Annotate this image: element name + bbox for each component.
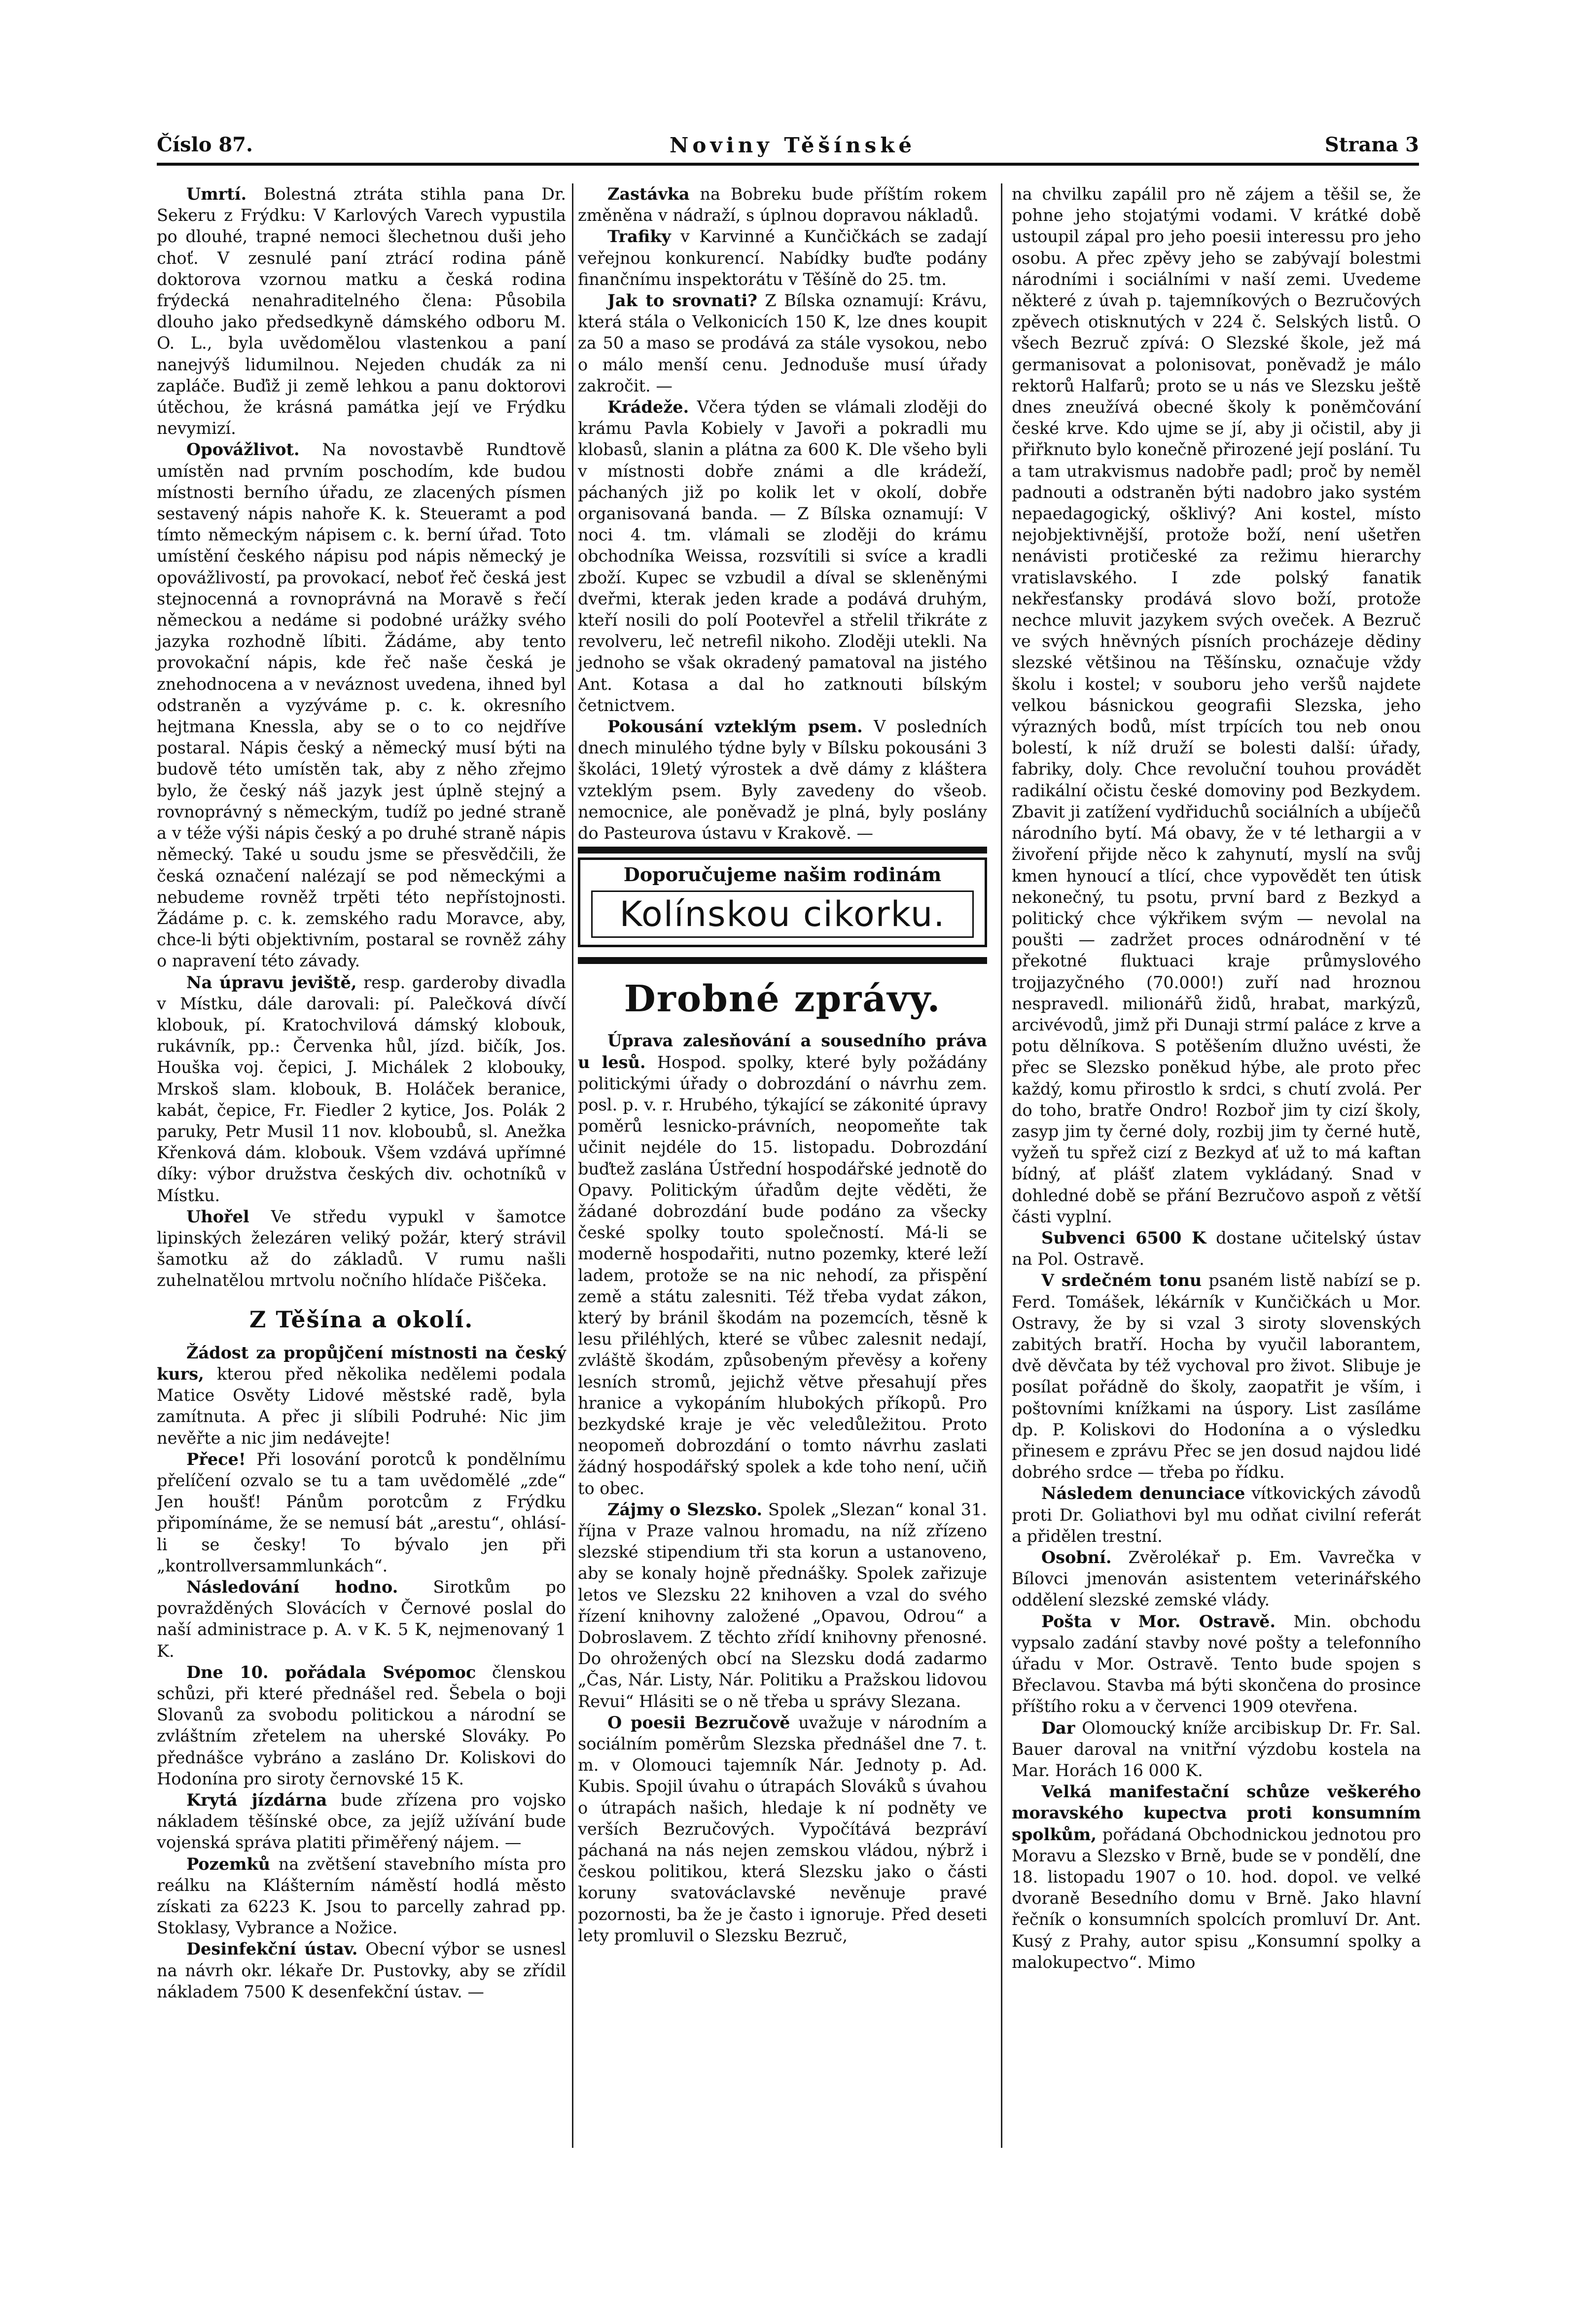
news-item: Krytá jízdárna bude zřízena pro vojsko nákladem těšínské obce, za jejíž užívání bude vojenská správa platiti přiměřený nájem. — xyxy=(157,1790,566,1853)
news-item: Opovážlivot. Na novostavbě Rundtově umístěn nad prvním poschodím, kde budou místnosti berního úřadu, ze zlacených písmen sestavený nápis nahoře K. k. Steueramt a pod tímto německým nápisem c. k. berní úřad. Toto umístění českého nápisu pod nápis německý je opovážlivostí, pa provokací, neboť řeč česká jest stejnocenná a rovnoprávná na Moravě s řečí německou a nedáme si podobné urážky svého jazyka rozhodně líbiti. Žádáme, aby tento provokační nápis, kde řeč naše česká je znehodnocena a v neváznost uvedena, ihned byl odstraněn a vyzýváme p. c. k. okresního hejtmana Knessla, aby se o to co nejdříve postaral. Nápis český a německý musí býti na budově této umístěn tak, aby z něho zřejmo bylo, že český náš jazyk jest úplně stejný a rovnoprávný s německým, tudíž po jedné straně a v téže výši nápis český a po druhé straně nápis německý. Také u soudu jsme se přesvědčili, že česká označení nalézají se pod německými a nebudeme rovněž trpěti této nepřístojnosti. Žádáme p. c. k. zemského radu Moravce, aby, chce-li býti objektivním, postaral se rovněž záhy o napravení této závady. xyxy=(157,440,566,971)
news-item: O poesii Bezručově uvažuje v národním a sociálním poměrům Slezska přednášel dne 7. t. m. v Olomouci tajemník Nár. Jednoty p. Ad. Kubis. Spojil úvahu o útrapách Slováků s úvahou o útrapách našich, hledaje k ní podněty ve verších Bezručových. Vypočítává bezpráví páchaná na nás nejen zemskou vládou, nýbrž i českou politikou, která Slezsku jako o části koruny svatováclavské nevěnuje pravé pozornosti, ba že je často i ignoruje. Před deseti lety promluvil o Slezsku Bezruč, xyxy=(578,1712,987,1945)
news-item: Přece! Při losování porotců k pondělnímu přelíčení ozvalo se tu a tam uvědomělé „zde“ Jen houšť! Pánům porotcům z Frýdku připomínáme, že se nemusí bát „arestu“, ohlásí-li se česky! To bývalo jen při „kontrollversammlunkách“. xyxy=(157,1449,566,1575)
news-item: Na úpravu jeviště, resp. garderoby divadla v Místku, dále darovali: pí. Palečková dívčí klobouk, pí. Kratochvilová dámský klobouk, rukávník, pp.: Červenka hůl, jízd. bičík, Jos. Houška voj. čepici, J. Michálek 2 klobouky, Mrskoš slam. klobouk, B. Holáček beranice, kabát, čepice, Fr. Fiedler 2 kytice, Jos. Polák 2 paruky, Petr Musil 11 nov. kloboubů, sl. Anežka Křenková dám. klobouk. Všem vzdává upřímné díky: výbor družstva českých div. ochotníků v Místku. xyxy=(157,972,566,1205)
news-item: Uhořel Ve středu vypukl v šamotce lipinských železáren veliký požár, který strávil šamotku až do základů. V rumu našli zuhelnatělou mrtvolu nočního hlídače Piščeka. xyxy=(157,1207,566,1290)
section-heading: Drobné zprávy. xyxy=(624,978,941,1021)
chicory-advertisement xyxy=(578,857,987,947)
news-item: Zastávka na Bobreku bude příštím rokem změněna v nádraží, s úplnou dopravou nákladů. xyxy=(578,184,987,225)
news-item: na chvilku zapálil pro ně zájem a těšil se, že pohne jeho stojatými vodami. V krátké době ustoupil zápal pro jeho poesii interessu pro jeho osobu. A přec zpěvy jeho se zabývají bolestmi národními i sociálními v naší zemi. Uvedeme některé z úvah p. tajemníkových o Bezručových zpěvech otisknutých v 224 č. Selských listů. O všech Bezruč zpívá: O Slezské škole, jež má germanisovat a polonisovat, poněvadž je málo rektorů Halfarů; proto se u nás ve Slezsku ještě dnes zneužívá obecné školy k poněmčování české krve. Kdo ujme se jí, aby ji očistil, aby ji přiřknuto bylo konečně přirozené její poslání. Tu a tam utrakvismus nadobře padl; proč by neměl padnouti a odstraněn býti nadobro jako systém nepaedagogický, ošklivý? Ani kostel, místo nejobjektivnější, protože boží, není ušetřen nenávisti protičeské za režimu hierarchy vratislavského. I zde polský fanatik nekřesťansky prodává slovo boží, protože nechce mluvit jazykem svých oveček. A Bezruč ve svých hněvných písních procházeje dědiny slezské většinou na Těšínsku, označuje vždy školu i kostel; v souboru jeho veršů najdete velkou básnickou geografii Slezska, jeho výrazných bodů, míst trpících tou neb onou bolestí, k níž druží se bolesti další: úřady, fabriky, doly. Chce revoluční touhou provádět radikální očistu české domoviny pod Bezkydem. Zbavit ji zatížení vydřiduchů sociálních a ubíječů národního bytí. Má obavy, že v té lethargii a v živoření přijde něco k zahynutí, myslí na svůj kmen hynoucí a tlící, chce vypovědět ten útisk nekonečný, tu psotu, první bard z Bezkyd a politický chce výkřikem svým — nevolal na poušti — zadržet proces odnárodnění v té překotné fluktuaci kraje průmyslového trojjazyčného (70.000!) zuří nad hroznou nespravedl. milionářů židů, hrabat, markýzů, arcivévodů, jimž při Dunaji strmí paláce z krve a potu dělníkova. S potěšením dlužno uvésti, že přec se Slezsko poněkud hýbe, ale proto přec každý, komu přirostlo k srdci, s chutí zvolá. Per do toho, bratře Ondro! Rozboř jim ty cizí školy, zasyp jim ty černé doly, rozbij jim ty černé hutě, vyžeň tu spřež cizí z Bezkyd ať už to má kaftan bídný, ať plášť zlatem vykládaný. Snad v dohledné době se přání Bezručovo aspoň z větší části vyplní. xyxy=(1012,184,1421,1226)
column-3 xyxy=(1012,183,1421,1973)
page-number: Strana 3 xyxy=(1324,133,1419,156)
news-item: Žádost za propůjčení místnosti na český kurs, kterou před několika nedělemi podala Matice Osvěty Lidové městské radě, byla zamítnuta. A přec ji slíbili Podruhé: Nic jim nevěřte a nic jim nedávejte! xyxy=(157,1343,566,1448)
news-item: Krádeže. Včera týden se vlámali zloději do krámu Pavla Kobiely v Javoři a pokradli mu klobasů, slanin a plátna za 600 K. Dle všeho byli v místnosti dobře známi a dle krádeží, páchaných již po kolik let v okolí, dobře organisovaná banda. — Z Bílska oznamují: V noci 4. tm. vlámali se zloději do krámu obchodníka Weissa, rozsvítili si svíce a kradli zboží. Kupec se vzbudil a díval se skleněnými dveřmi, kterak jeden krade a podává druhým, kteří nosili do polí Pootevřel a střelil třikráte z revolveru, leč netrefil nikoho. Zloději utekli. Na jednoho se však okradený pamatoval na jistého Ant. Kotasa a dal ho zatknouti bílským četnictvem. xyxy=(578,397,987,715)
news-item: Velká manifestační schůze veškerého moravského kupectva proti konsumním spolkům, pořádaná Obchodnickou jednotou pro Moravu a Slezsko v Brně, bude se v pondělí, dne 18. listopadu 1907 o 10. hod. dopol. ve velké dvoraně Besedního domu v Brně. Jako hlavní řečník o konsumních spolcích promluví Dr. Ant. Kusý z Prahy, autor spisu „Konsumní spolky a malokupectvo“. Mimo xyxy=(1012,1782,1421,1972)
issue-number: Číslo 87. xyxy=(157,133,253,156)
page-header xyxy=(157,133,1419,163)
news-item: Úprava zalesňování a sousedního práva u lesů. Hospod. spolky, které byly požádány politickými úřady o dobrozdání o návrhu zem. posl. p. v. r. Hrubého, týkající se zákonité úpravy poměrů lesnicko-právních, neopomeňte tak učinit nejdéle do 15. listopadu. Dobrozdání buďtež zaslána Ústřední hospodářské jednotě do Opavy. Politickým úřadům dejte věděti, že žádané dobrozdání bude podáno za všecky české spolky touto společností. Má-li se moderně hospodařiti, nutno pozemky, které leží ladem, protože se na nic nehodí, za přispění země a státu zalesniti. Též třeba vydat zákon, který by bránil škodám na pozemcích, těsně k lesu přiléhlých, které se vůbec zalesnit nedají, zvláště škodám, způsobeným převěsy a kořeny lesních stromů, jejichž větve přesahují přes hranice a vykopáním hlubokých příkopů. Pro bezkydské kraje je věc veledůležitou. Proto neopomeň dobrozdání o tomto návrhu zaslati žádný hospodářský spolek a kde toho není, učiň to obec. xyxy=(578,1031,987,1498)
section-heading: Z Těšína a okolí. xyxy=(249,1306,474,1333)
header-rule xyxy=(157,163,1419,166)
news-item: Subvenci 6500 K dostane učitelský ústav na Pol. Ostravě. xyxy=(1012,1228,1421,1269)
news-item: Osobní. Zvěrolékař p. Em. Vavrečka v Bílovci jmenován asistentem veterinářského oddělení slezské zemské vlády. xyxy=(1012,1548,1421,1610)
news-item: Následem denunciace vítkovických závodů proti Dr. Goliathovi byl mu odňat civilní referát a přidělen trestní. xyxy=(1012,1484,1421,1546)
news-item: Pokousání vzteklým psem. V posledních dnech minulého týdne byly v Bílsku pokousáni 3 školáci, 19letý výrostek a dvě dámy z kláštera vzteklým psem. Byly zavedeny do všeob. nemocnice, ale poněvadž je plná, byly poslány do Pasteurova ústavu v Krakově. — xyxy=(578,717,987,843)
ad-brand: Kolínskou cikorku. xyxy=(591,891,974,938)
news-item: Dne 10. pořádala Svépomoc členskou schůzi, při které přednášel red. Šebela o boji Slovanů za svobodu politickou a národní se zvláštním zřetelem na uherské Slováky. Po přednášce vybráno a zasláno Dr. Koliskovi do Hodonína pro siroty černovské 15 K. xyxy=(157,1662,566,1788)
column-divider xyxy=(1001,183,1002,2148)
column-divider xyxy=(572,183,573,2148)
news-item: Pozemků na zvětšení stavebního místa pro reálku na Klášterním náměstí hodlá město získati za 6223 K. Jsou to parcelly zahrad pp. Stoklasy, Vybrance a Nožice. xyxy=(157,1854,567,1938)
newspaper-title: Noviny Těšínské xyxy=(670,133,916,157)
news-item: Trafiky v Karvinné a Kunčičkách se zadají veřejnou konkurencí. Nabídky buďte podány finančnímu inspektorátu v Těšíně do 25. tm. xyxy=(578,227,988,289)
ad-headline: Doporučujeme našim rodinám xyxy=(623,863,942,886)
ad-bottom-rule xyxy=(578,957,987,964)
column-2 xyxy=(578,183,987,1946)
news-item: Umrtí. Bolestná ztráta stihla pana Dr. Sekeru z Frýdku: V Karlových Varech vypustila po dlouhé, trapné nemoci šlechetnou duši jeho choť. V zesnulé paní ztrácí rodina páně doktorova vzornou matku a česká rodina frýdecká nenahraditelného člena: Působila dlouho jako předsedkyně dámského odboru M. O. L., byla uvědomělou vlastenkou a paní nanejvýš lidumilnou. Nejeden chudák za ni zapláče. Buďiž ji země lehkou a panu doktorovi útěchou, že krásná památka její ve Frýdku nevymizí. xyxy=(157,184,567,438)
column-1 xyxy=(157,183,566,2002)
news-item: Následování hodno. Sirotkům po povražděných Slovácích v Černové poslal do naší administrace p. A. v K. 5 K, nejmenovaný 1 K. xyxy=(157,1577,566,1661)
ad-top-rule xyxy=(578,847,987,854)
news-item: Dar Olomoucký kníže arcibiskup Dr. Fr. Sal. Bauer daroval na vnitřní výzdobu kostela na Mar. Horách 16 000 K. xyxy=(1012,1718,1421,1781)
news-item: V srdečném tonu psaném listě nabízí se p. Ferd. Tomášek, lékárník v Kunčičkách u Mor. Ostravy, že by si vzal 3 siroty slovenských zabitých bratří. Hocha by vyučil laborantem, dvě děvčata by též vychoval pro život. Slibuje je posílat pořádně do školy, zaopatřit je vším, i poštovními knížkami na úspory. List zasíláme dp. P. Koliskovi do Hodonína a o výsledku přinesem e zprávu Přec se jen dosud najdou lidé dobrého srdce — třeba po řídku. xyxy=(1012,1271,1421,1482)
news-item: Jak to srovnati? Z Bílska oznamují: Krávu, která stála o Velkonicích 150 K, lze dnes koupit za 50 a maso se prodává za stále vysokou, nebo o málo menší cenu. Jednoduše musí úřady zakročit. — xyxy=(578,291,988,395)
news-item: Zájmy o Slezsko. Spolek „Slezan“ konal 31. října v Praze valnou hromadu, na níž zřízeno slezské stipendium tři sta korun a ustanoveno, aby se konaly hojně přednášky. Spolek zařizuje letos ve Slezsku 22 knihoven a vzal do svého řízení knihovny založené „Opavou, Odrou“ a Dobroslavem. Z těchto zřídí knihovny přenosné. Do ohrožených obcí na Slezsku dodá zadarmo „Čas, Nár. Listy, Nár. Politiku a Pražskou lidovou Revui“ Hlásiti se o ně třeba u správy Slezana. xyxy=(578,1499,987,1711)
news-item: Desinfekční ústav. Obecní výbor se usnesl na návrh okr. lékaře Dr. Pustovky, aby se zřídil nákladem 7500 K desenfekční ústav. — xyxy=(157,1939,566,2001)
news-item: Pošta v Mor. Ostravě. Min. obchodu vypsalo zadání stavby nové pošty a telefonního úřadu v Mor. Ostravě. Tento bude spojen s Břeclavou. Stavba má býti skončena do prosince příštího roku a v červenci 1909 otevřena. xyxy=(1012,1611,1421,1716)
